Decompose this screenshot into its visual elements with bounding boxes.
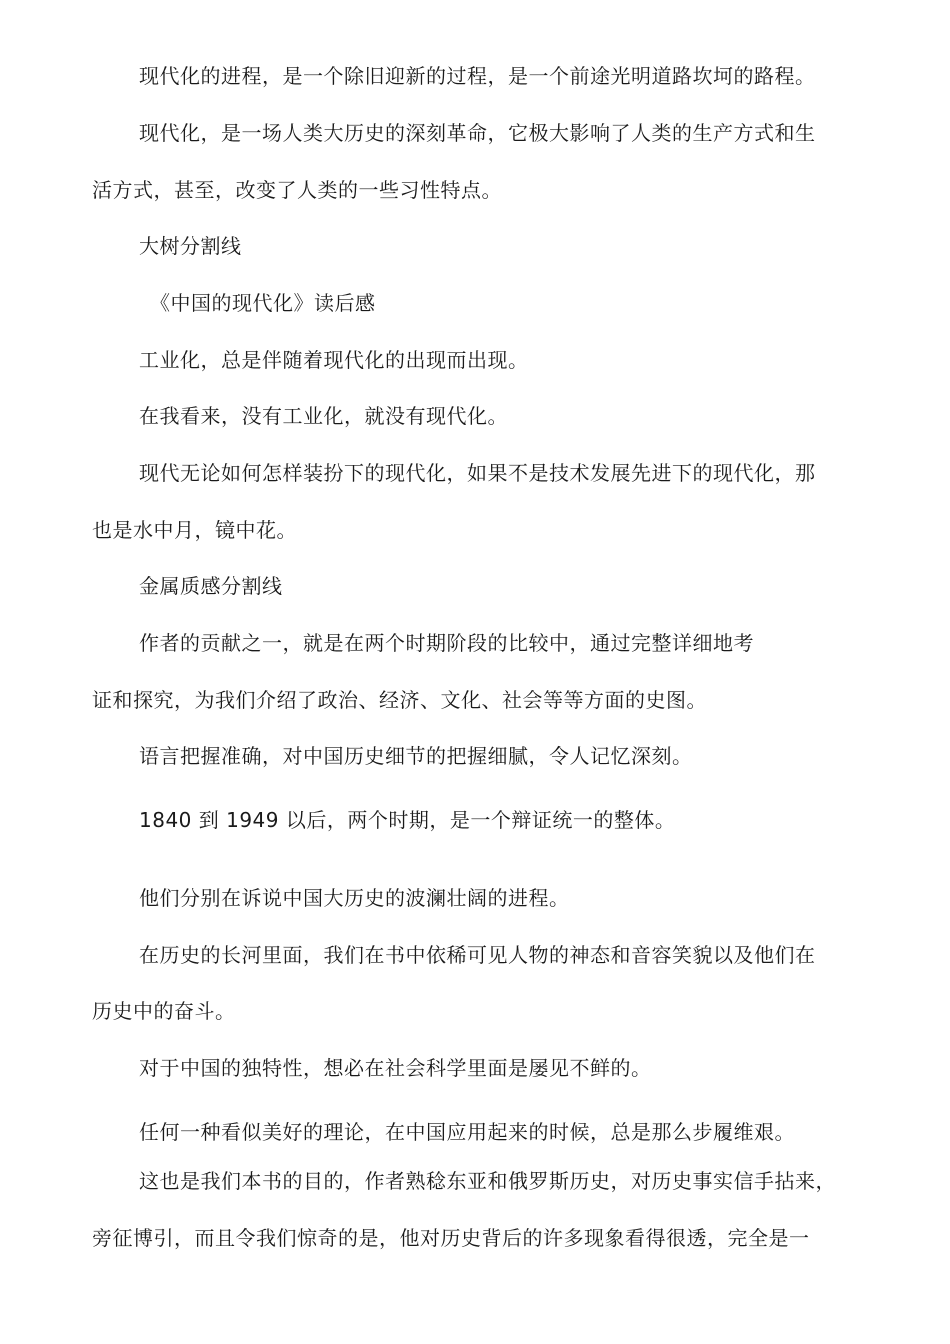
paragraph-line: 在我看来，没有工业化，就没有现代化。 — [139, 404, 508, 428]
paragraph-line: 旁征博引，而且令我们惊奇的是，他对历史背后的许多现象看得很透，完全是一 — [92, 1226, 810, 1250]
paragraph-line: 作者的贡献之一，就是在两个时期阶段的比较中，通过完整详细地考 — [139, 631, 754, 655]
section-title: 《中国的现代化》读后感 — [150, 291, 376, 315]
paragraph-line: 工业化，总是伴随着现代化的出现而出现。 — [139, 348, 529, 372]
paragraph-line: 现代化，是一场人类大历史的深刻革命，它极大影响了人类的生产方式和生 — [139, 121, 816, 145]
paragraph-line: 在历史的长河里面，我们在书中依稀可见人物的神态和音容笑貌以及他们在 — [139, 943, 816, 967]
paragraph-line: 现代无论如何怎样装扮下的现代化，如果不是技术发展先进下的现代化，那 — [139, 461, 816, 485]
paragraph-line: 活方式，甚至，改变了人类的一些习性特点。 — [92, 178, 502, 202]
paragraph-line: 对于中国的独特性，想必在社会科学里面是屡见不鲜的。 — [139, 1056, 652, 1080]
paragraph-line: 这也是我们本书的目的，作者熟稔东亚和俄罗斯历史，对历史事实信手拈来， — [139, 1169, 836, 1193]
divider-label: 金属质感分割线 — [139, 574, 283, 598]
paragraph-line: 也是水中月，镜中花。 — [92, 518, 297, 542]
paragraph-line: 历史中的奋斗。 — [92, 999, 236, 1023]
paragraph-line: 他们分别在诉说中国大历史的波澜壮阔的进程。 — [139, 886, 570, 910]
paragraph-line: 语言把握准确，对中国历史细节的把握细腻，令人记忆深刻。 — [139, 744, 693, 768]
paragraph-line: 1840 到 1949 以后，两个时期，是一个辩证统一的整体。 — [139, 808, 676, 832]
paragraph-line: 证和探究，为我们介绍了政治、经济、文化、社会等等方面的史图。 — [92, 688, 707, 712]
divider-label: 大树分割线 — [139, 234, 242, 258]
paragraph-line: 任何一种看似美好的理论，在中国应用起来的时候，总是那么步履维艰。 — [139, 1120, 795, 1144]
paragraph-line: 现代化的进程，是一个除旧迎新的过程，是一个前途光明道路坎坷的路程。 — [139, 64, 816, 88]
